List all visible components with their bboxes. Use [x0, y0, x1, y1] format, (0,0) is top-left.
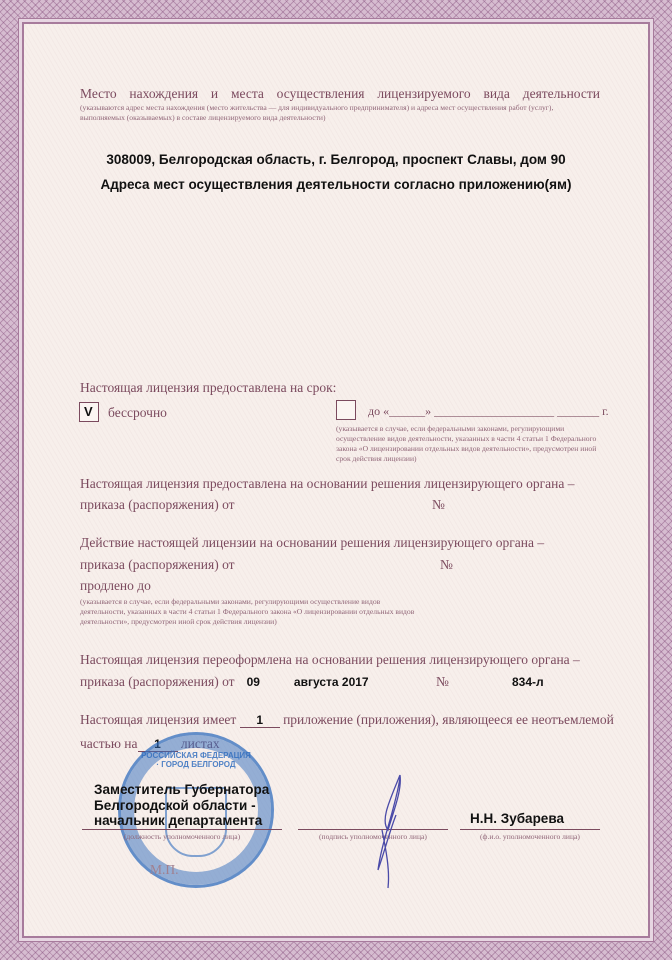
reissue-order-row	[80, 674, 369, 690]
position-line: Белгородской области -	[94, 797, 256, 813]
position-caption: (должность уполномоченного лица)	[123, 832, 241, 841]
signatory-position	[94, 782, 269, 829]
signature-caption: (подпись уполномоченного лица)	[319, 832, 427, 841]
basis-number-sign: №	[432, 497, 445, 512]
check-mark: V	[84, 404, 93, 419]
location-heading: Место нахождения и места осуществления лицензируемого вида деятельности	[80, 86, 600, 101]
basis-order-label: приказа (распоряжения) от	[80, 497, 235, 512]
signatory-name: Н.Н. Зубарева	[470, 811, 564, 826]
extension-note: (указывается в случае, если федеральными законами, регулирующими осуществление видов деятельности, указанных в части 4 статьи 1 Федерального закона «О лицензировании отдельных видов деятельности», предусмотрен иной срок действия лицензии)	[80, 597, 415, 626]
until-date-label: до «______» ____________________ _______ г.	[368, 404, 609, 418]
reissue-heading: Настоящая лицензия переоформлена на основании решения лицензирующего органа –	[80, 652, 580, 667]
extension-order-label: приказа (распоряжения) от	[80, 557, 235, 572]
appendix-text-3: частью на	[80, 736, 138, 751]
appendix-text-4: листах	[180, 736, 220, 751]
reissue-day: 09	[246, 675, 260, 689]
appendix-text-2: приложение (приложения), являющееся ее неотъемлемой	[283, 712, 614, 727]
location-note: (указываются адрес места нахождения (место жительства — для индивидуального предпринимателя) и адреса мест осуществления работ (услуг), выполняемых (оказываемых) в составе лицензируемого вида деятельности)	[80, 103, 554, 122]
position-line-underline	[82, 829, 282, 830]
extension-number-sign: №	[440, 557, 453, 572]
basis-heading: Настоящая лицензия предоставлена на основании решения лицензирующего органа –	[80, 476, 575, 491]
appendix-count: 1	[240, 713, 280, 728]
addresses-note: Адреса мест осуществления деятельности согласно приложению(ям)	[100, 177, 572, 192]
indefinite-label: бессрочно	[108, 405, 167, 420]
handwritten-signature	[360, 770, 420, 890]
until-date-checkbox[interactable]	[336, 400, 356, 420]
extended-until-label: продлено до	[80, 578, 151, 593]
seal-label: М.П.	[150, 862, 179, 877]
appendix-line-1	[80, 712, 614, 728]
name-underline	[460, 829, 600, 830]
name-caption: (ф.и.о. уполномоченного лица)	[480, 832, 580, 841]
appendix-text-1: Настоящая лицензия имеет	[80, 712, 237, 727]
appendix-sheets: 1	[138, 737, 178, 752]
position-line: Заместитель Губернатора	[94, 782, 270, 797]
extension-heading: Действие настоящей лицензии на основании решения лицензирующего органа –	[80, 535, 545, 550]
stamp-text: РОССИЙСКАЯ ФЕДЕРАЦИЯ · ГОРОД БЕЛГОРОД	[141, 751, 251, 769]
address: 308009, Белгородская область, г. Белгород, проспект Славы, дом 90	[106, 152, 566, 167]
position-line: начальник департамента	[94, 813, 263, 828]
indefinite-checkbox[interactable]	[79, 402, 99, 422]
reissue-number: 834-л	[512, 675, 544, 689]
reissue-order-label: приказа (распоряжения) от	[80, 674, 235, 689]
reissue-number-sign: №	[436, 674, 449, 689]
until-date-note: (указывается в случае, если федеральными законами, регулирующими осуществление видов деятельности, указанных в части 4 статьи 1 Федерального закона «О лицензировании отдельных видов деятельности», предусмотрен иной срок действия лицензии)	[336, 424, 597, 463]
term-heading: Настоящая лицензия предоставлена на срок:	[80, 380, 337, 395]
reissue-month-year: августа 2017	[293, 675, 369, 689]
